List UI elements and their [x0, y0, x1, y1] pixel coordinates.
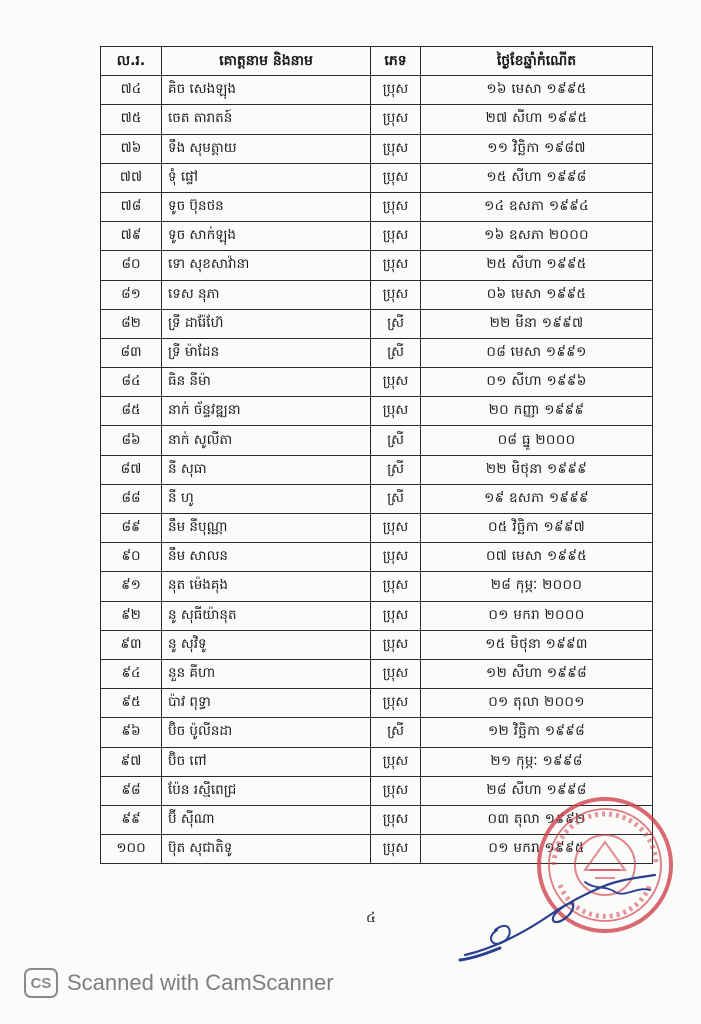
- row-sex: ប្រុស: [371, 397, 421, 426]
- row-sex: ប្រុស: [371, 835, 421, 864]
- row-date-of-birth: ២៧ សីហា ១៩៩៥: [421, 105, 653, 134]
- row-full-name: ទេស នុភា: [162, 280, 371, 309]
- row-date-of-birth: ២០ កញ្ញា ១៩៩៩: [421, 397, 653, 426]
- row-sex: ប្រុស: [371, 630, 421, 659]
- row-number: ៨៣: [101, 338, 162, 367]
- row-number: ៧៨: [101, 192, 162, 221]
- row-sex: ប្រុស: [371, 747, 421, 776]
- table-row: [101, 192, 653, 221]
- table-body: [101, 76, 653, 864]
- row-number: ៩៦: [101, 718, 162, 747]
- row-number: ៧៩: [101, 222, 162, 251]
- row-sex: ប្រុស: [371, 368, 421, 397]
- row-full-name: ទ្រី ម៉ាដែន: [162, 338, 371, 367]
- row-number: ៧៧: [101, 163, 162, 192]
- row-full-name: ទឹង សុមត្ដាយ: [162, 134, 371, 163]
- row-date-of-birth: ០១ មករា ២០០០: [421, 601, 653, 630]
- row-number: ៨២: [101, 309, 162, 338]
- row-full-name: នូ សុវិទូ: [162, 630, 371, 659]
- table-row: [101, 601, 653, 630]
- row-sex: ស្រី: [371, 309, 421, 338]
- row-date-of-birth: ១៩ ឧសភា ១៩៩៩: [421, 484, 653, 513]
- page-number: ៤: [366, 910, 376, 926]
- row-number: ៩៣: [101, 630, 162, 659]
- student-table-container: [100, 46, 652, 864]
- row-sex: ស្រី: [371, 718, 421, 747]
- row-sex: ប្រុស: [371, 543, 421, 572]
- row-date-of-birth: ០៨ មេសា ១៩៩១: [421, 338, 653, 367]
- row-number: ៨៥: [101, 397, 162, 426]
- row-number: ៨១: [101, 280, 162, 309]
- row-date-of-birth: ០៦ មេសា ១៩៩៥: [421, 280, 653, 309]
- row-full-name: ប៊ិច ប៉ូលីនដា: [162, 718, 371, 747]
- table-row: [101, 572, 653, 601]
- row-sex: ប្រុស: [371, 514, 421, 543]
- row-full-name: ទូច សាក់ឡុង: [162, 222, 371, 251]
- row-full-name: ប៊ិច ពៅ: [162, 747, 371, 776]
- row-number: ៧៦: [101, 134, 162, 163]
- row-full-name: ប៊ុត សុជាតិទូ: [162, 835, 371, 864]
- row-full-name: ធិន នីម៉ា: [162, 368, 371, 397]
- row-sex: ស្រី: [371, 426, 421, 455]
- row-date-of-birth: ២២ មីនា ១៩៩៧: [421, 309, 653, 338]
- row-sex: ប្រុស: [371, 251, 421, 280]
- row-full-name: នី ហូ: [162, 484, 371, 513]
- row-full-name: នាក់ សូលីតា: [162, 426, 371, 455]
- row-sex: ប្រុស: [371, 689, 421, 718]
- row-sex: ប្រុស: [371, 659, 421, 688]
- row-full-name: ទោ សុខសាវ៉ានា: [162, 251, 371, 280]
- table-row: [101, 718, 653, 747]
- row-number: ៩១: [101, 572, 162, 601]
- row-date-of-birth: ១៦ មេសា ១៩៩៥: [421, 76, 653, 105]
- row-sex: ប្រុស: [371, 776, 421, 805]
- row-date-of-birth: ២២ មិថុនា ១៩៩៩: [421, 455, 653, 484]
- row-number: ៩៥: [101, 689, 162, 718]
- row-date-of-birth: ១៥ មិថុនា ១៩៩៣: [421, 630, 653, 659]
- row-sex: ប្រុស: [371, 601, 421, 630]
- row-full-name: ទូច ប៊ុនថន: [162, 192, 371, 221]
- row-date-of-birth: ០១ មករា ១៩៩៥: [421, 835, 653, 864]
- table-row: [101, 163, 653, 192]
- student-table: [100, 46, 653, 864]
- table-row: [101, 747, 653, 776]
- row-full-name: នឹម សាលន: [162, 543, 371, 572]
- row-date-of-birth: ២៨ សីហា ១៩៩៨: [421, 776, 653, 805]
- row-full-name: ចេត តារាតន៍: [162, 105, 371, 134]
- header-date-of-birth: ថ្ងៃខែឆ្នាំកំណើត: [421, 47, 653, 76]
- row-date-of-birth: ២៥ សីហា ១៩៩៥: [421, 251, 653, 280]
- row-sex: ប្រុស: [371, 805, 421, 834]
- row-date-of-birth: ០៨ ធ្នូ ២០០០: [421, 426, 653, 455]
- row-number: ៨៧: [101, 455, 162, 484]
- row-date-of-birth: ១២ វិច្ឆិកា ១៩៩៨: [421, 718, 653, 747]
- row-date-of-birth: ២១ កុម្ភៈ ១៩៩៨: [421, 747, 653, 776]
- row-date-of-birth: ១៦ ឧសភា ២០០០: [421, 222, 653, 251]
- header-number: ល.រ.: [101, 47, 162, 76]
- row-full-name: នួន គីហា: [162, 659, 371, 688]
- row-full-name: ប៊ី ស៊ីណា: [162, 805, 371, 834]
- row-number: ៨៦: [101, 426, 162, 455]
- row-full-name: នុត ម៉េងគុង: [162, 572, 371, 601]
- row-full-name: នាក់ ច័ន្ទវឌ្ឍនា: [162, 397, 371, 426]
- row-number: ៨៨: [101, 484, 162, 513]
- row-full-name: នី សុធា: [162, 455, 371, 484]
- row-sex: ប្រុស: [371, 134, 421, 163]
- row-number: ១០០: [101, 835, 162, 864]
- row-date-of-birth: ១៥ សីហា ១៩៩៨: [421, 163, 653, 192]
- row-date-of-birth: ១១ វិច្ឆិកា ១៩៨៧: [421, 134, 653, 163]
- table-row: [101, 251, 653, 280]
- row-date-of-birth: ១២ សីហា ១៩៩៨: [421, 659, 653, 688]
- row-full-name: នូ សុធីយ៉ានុត: [162, 601, 371, 630]
- row-full-name: ទ្រី ដារ៉ែហ៊ែ: [162, 309, 371, 338]
- table-row: [101, 280, 653, 309]
- row-number: ៨០: [101, 251, 162, 280]
- row-sex: ប្រុស: [371, 76, 421, 105]
- row-number: ៩៤: [101, 659, 162, 688]
- table-row: [101, 543, 653, 572]
- row-sex: ប្រុស: [371, 222, 421, 251]
- row-full-name: ប៉ែន រស្មីពេជ្រ: [162, 776, 371, 805]
- signature-icon: [455, 860, 675, 970]
- row-date-of-birth: ០១ សីហា ១៩៩៦: [421, 368, 653, 397]
- camscanner-watermark: [24, 967, 334, 999]
- camscanner-logo-icon: CS: [24, 968, 58, 998]
- row-date-of-birth: ០៧ មេសា ១៩៩៥: [421, 543, 653, 572]
- row-sex: ប្រុស: [371, 163, 421, 192]
- table-header-row: [101, 47, 653, 76]
- row-full-name: នឹម នីបុណ្ណា: [162, 514, 371, 543]
- table-row: [101, 134, 653, 163]
- row-date-of-birth: ០៣ តុលា ១៩៩២: [421, 805, 653, 834]
- row-number: ៨៩: [101, 514, 162, 543]
- table-row: [101, 105, 653, 134]
- row-number: ៩៨: [101, 776, 162, 805]
- table-row: [101, 659, 653, 688]
- header-sex: ភេទ: [371, 47, 421, 76]
- table-row: [101, 309, 653, 338]
- row-full-name: គិច សេងឡុង: [162, 76, 371, 105]
- table-row: [101, 222, 653, 251]
- row-number: ៧៥: [101, 105, 162, 134]
- row-number: ៧៤: [101, 76, 162, 105]
- row-number: ៨៤: [101, 368, 162, 397]
- row-full-name: ទុំ ផ្ទៅ: [162, 163, 371, 192]
- row-date-of-birth: ០១ តុលា ២០០១: [421, 689, 653, 718]
- table-row: [101, 455, 653, 484]
- header-full-name: គោត្តនាម និងនាម: [162, 47, 371, 76]
- row-number: ៩៧: [101, 747, 162, 776]
- row-sex: ប្រុស: [371, 572, 421, 601]
- row-full-name: ប៉ាវ ពុទ្ធា: [162, 689, 371, 718]
- row-number: ៩០: [101, 543, 162, 572]
- watermark-text: Scanned with CamScanner: [67, 970, 334, 995]
- row-sex: ប្រុស: [371, 105, 421, 134]
- row-sex: ស្រី: [371, 338, 421, 367]
- table-row: [101, 338, 653, 367]
- row-sex: ប្រុស: [371, 192, 421, 221]
- row-number: ៩២: [101, 601, 162, 630]
- row-sex: ស្រី: [371, 484, 421, 513]
- table-row: [101, 426, 653, 455]
- table-row: [101, 689, 653, 718]
- table-row: [101, 397, 653, 426]
- row-sex: ស្រី: [371, 455, 421, 484]
- table-row: [101, 76, 653, 105]
- row-date-of-birth: ១៤ ឧសភា ១៩៩៤: [421, 192, 653, 221]
- table-row: [101, 514, 653, 543]
- table-row: [101, 368, 653, 397]
- row-number: ៩៩: [101, 805, 162, 834]
- table-row: [101, 630, 653, 659]
- row-date-of-birth: ០៥ វិច្ឆិកា ១៩៩៧: [421, 514, 653, 543]
- row-sex: ប្រុស: [371, 280, 421, 309]
- table-row: [101, 484, 653, 513]
- row-date-of-birth: ២៨ កុម្ភៈ ២០០០: [421, 572, 653, 601]
